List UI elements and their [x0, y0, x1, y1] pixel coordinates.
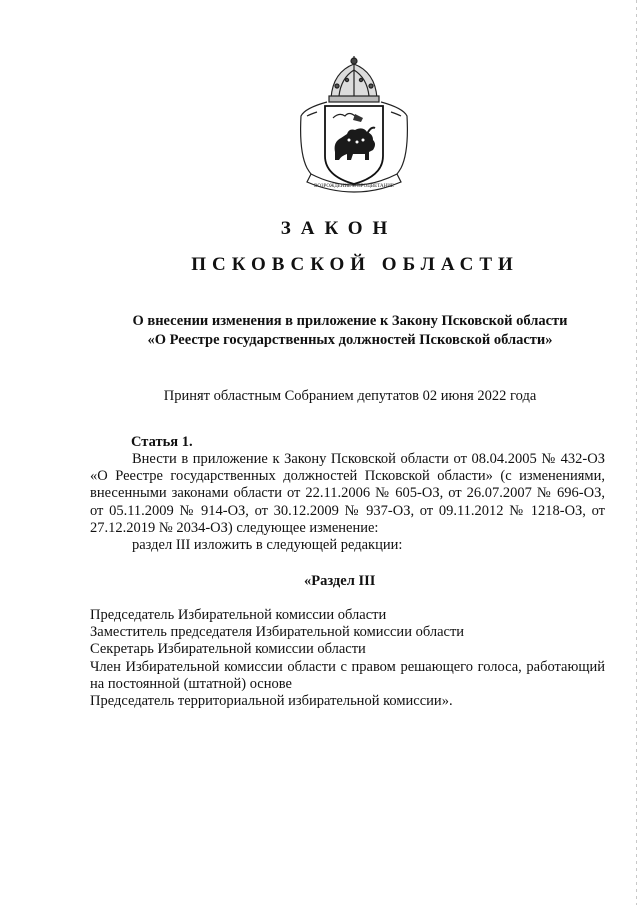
list-item: Секретарь Избирательной комиссии области: [90, 641, 366, 658]
crown-icon: [329, 56, 379, 102]
article-paragraph: Внести в приложение к Закону Псковской области от 08.04.2005 № 432-ОЗ «О Реестре государственных должностей Псковской области» (с изменениями, внесенными законами области от 22.11.2006 № 605-ОЗ, от 26.07.2007 № 696-ОЗ, от 05.11.2009 № 914-ОЗ, от 30.12.2009 № 937-ОЗ, от 09.11.2012 № 1218-ОЗ, от 27.12.2019 № 2034-ОЗ) следующее изменение:: [90, 451, 605, 536]
list-item: Член Избирательной комиссии области с правом решающего голоса, работающий на постоянной (штатной) основе: [90, 658, 605, 692]
list-item: Заместитель председателя Избирательной комиссии области: [90, 624, 465, 641]
list-item: Председатель Избирательной комиссии области: [90, 607, 387, 623]
adoption-note: Принят областным Собранием депутатов 02 июня 2022 года: [163, 388, 537, 404]
law-heading-line2: «О Реестре государственных должностей Псковской области»: [147, 332, 553, 348]
list-item: Председатель территориальной избирательной комиссии».: [90, 693, 453, 710]
pskov-region-coat-of-arms-icon: [297, 56, 411, 196]
page-subtitle: ПСКОВСКОЙ ОБЛАСТИ: [191, 254, 519, 275]
article-instruction: раздел III изложить в следующей редакции:: [132, 537, 403, 554]
page-title: ЗАКОН: [280, 218, 398, 239]
article-title: Статья 1.: [131, 434, 193, 450]
positions-list: [90, 607, 605, 710]
motto-text: ВОЗРОЖДЕНИЕ И ПРОЦВЕТАНИЕ: [314, 184, 394, 189]
shield: [325, 106, 383, 184]
article-body: [90, 451, 605, 554]
section-title: «Раздел III: [304, 573, 376, 589]
scan-edge: [636, 0, 637, 905]
law-heading-line1: О внесении изменения в приложение к Закону Псковской области: [132, 313, 568, 329]
